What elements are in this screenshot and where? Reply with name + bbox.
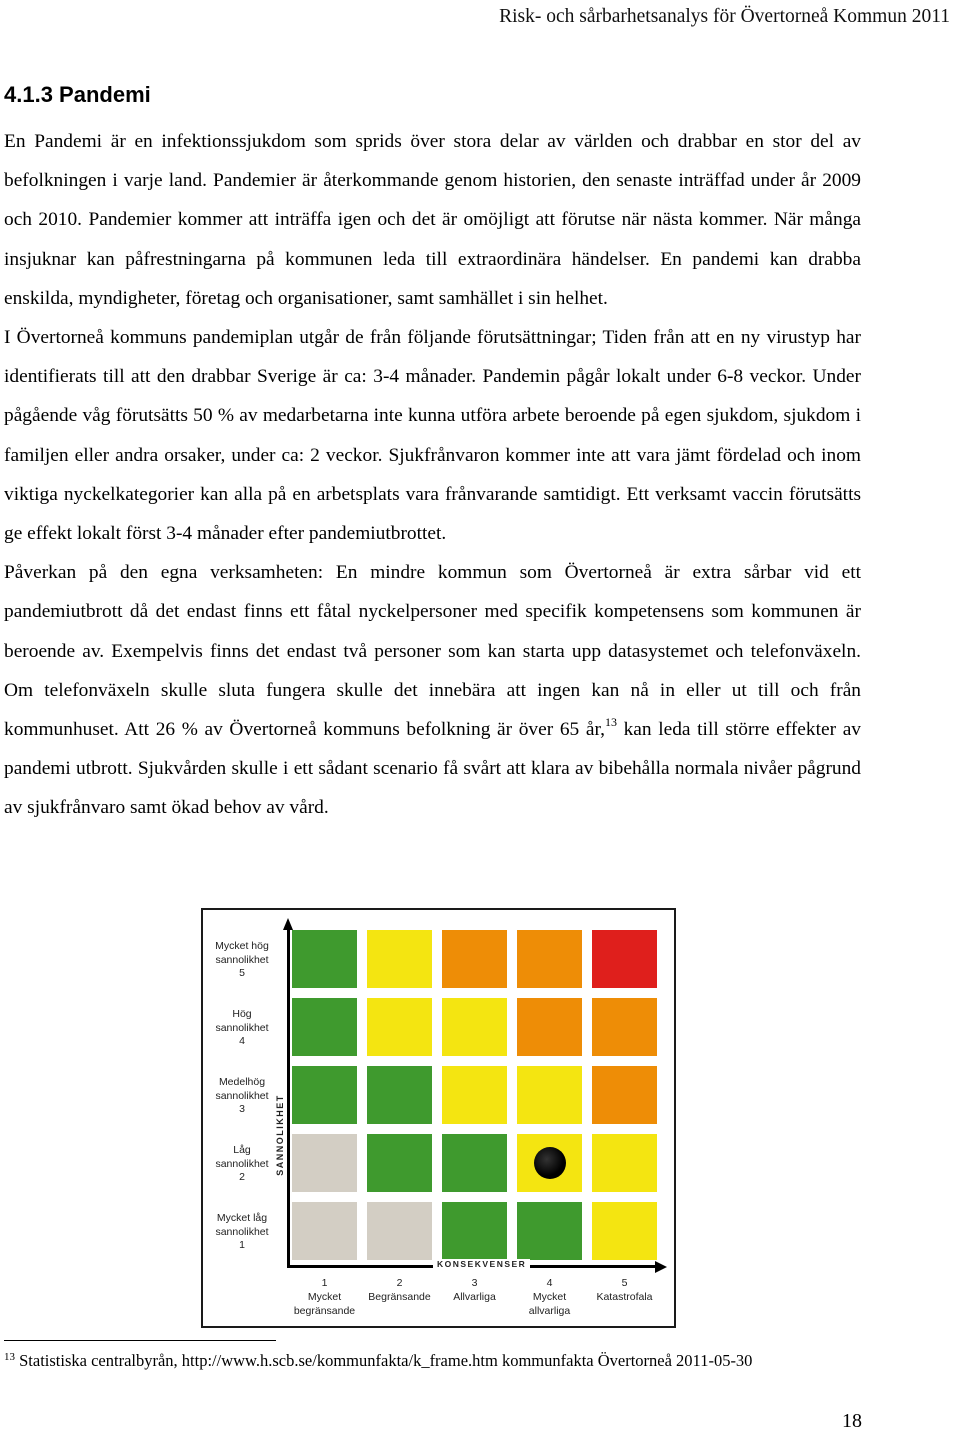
- risk-cell: [367, 1134, 432, 1192]
- paragraph-impact-part2: kan leda till större effekter av pandemi utbrott. Sjukvården skulle i ett sådant scenario få svårt att klara av bibehålla normala nivåer pågrund av sjukfrånvaro samt ökad behov av vård.: [4, 719, 861, 819]
- paragraph-pandemic-plan: I Övertorneå kommuns pandemiplan utgår de från följande förutsättningar; Tiden från att en ny virustyp har identifierats till att den drabbar Sverige är ca: 3-4 månader. Pandemin pågår lokalt under 6-8 veckor. Under pågående våg förutsätts 50 % av medarbetarna inte kunna utföra arbete beroende på egen sjukdom, sjukdom i familjen eller andra orsaker, under ca: 2 veckor. Sjukfrånvaron kommer inte att vara jämt fördelad och inom viktiga nyckelkategorier kan alla på en arbetsplats vara frånvarande samtidigt. Ett verksamt vaccin förutsätts ge effekt lokalt först 3-4 månader efter pandemiutbrottet.: [4, 327, 861, 545]
- risk-cell: [292, 1202, 357, 1260]
- risk-marker-icon: [534, 1147, 566, 1179]
- footnote-reference[interactable]: 13: [604, 715, 617, 730]
- risk-cell: [442, 1134, 507, 1192]
- consequence-label: 5 Katastrofala: [596, 1277, 653, 1303]
- risk-cell: [517, 1066, 582, 1124]
- page-number: 18: [842, 1410, 862, 1432]
- risk-cell: [592, 930, 657, 988]
- y-axis-arrow-icon: [283, 918, 293, 930]
- risk-cell: [292, 1066, 357, 1124]
- footnote-text: Statistiska centralbyrån, http://www.h.scb.se/kommunfakta/k_frame.htm kommunfakta Övertorneå 2011-05-30: [19, 1351, 753, 1370]
- risk-cell: [367, 930, 432, 988]
- probability-label: Mycket låg sannolikhet 1: [215, 1212, 269, 1251]
- consequence-label: 3 Allvarliga: [453, 1277, 496, 1303]
- probability-label: Hög sannolikhet 4: [215, 1008, 269, 1047]
- footnote-number: 13: [4, 1351, 15, 1363]
- probability-labels: [207, 910, 277, 1326]
- consequence-label: 4 Mycket allvarliga: [528, 1277, 571, 1317]
- consequence-labels: [292, 1276, 657, 1326]
- risk-cell: [517, 998, 582, 1056]
- paragraph-intro: En Pandemi är en infektionssjukdom som sprids över stora delar av världen och drabbar en stor del av befolkningen i varje land. Pandemier är återkommande genom historien, den senaste inträffad under år 2009 och 2010. Pandemier kommer att inträffa igen och det är omöjligt att förutse när nästa kommer. När många insjuknar kan påfrestningarna på kommunen leda till extraordinära händelser. En pandemi kan drabba enskilda, myndigheter, företag och organisationer, samt samhället i sin helhet.: [4, 131, 861, 309]
- risk-cell: [592, 998, 657, 1056]
- x-axis-label: KONSEKVENSER: [433, 1259, 530, 1269]
- risk-cell: [292, 930, 357, 988]
- consequence-label: 1 Mycket begränsande: [293, 1277, 356, 1317]
- y-axis-title: [273, 1075, 287, 1195]
- footnote-divider: [4, 1340, 276, 1341]
- risk-cell: [292, 1134, 357, 1192]
- risk-cell: [517, 1134, 582, 1192]
- risk-cell: [442, 1202, 507, 1260]
- y-axis-line: [287, 930, 290, 1268]
- risk-cell: [592, 1202, 657, 1260]
- document-header: Risk- och sårbarhetsanalys för Övertorneå Kommun 2011: [499, 6, 950, 27]
- risk-cell: [517, 1202, 582, 1260]
- paragraph-impact-part1: Påverkan på den egna verksamheten: En mindre kommun som Övertorneå är extra sårbar vid ett pandemiutbrott då det endast finns ett fåtal nyckelpersoner med specifik kompetensens som kommunen är beroende av. Exempelvis finns det endast två personer som kan starta upp datasystemet och telefonväxeln. Om telefonväxeln skulle sluta fungera skulle det innebära att ingen kan nå in eller ut till och från kommunhuset. Att 26 % av Övertorneå kommuns befolkning är över 65 år,: [4, 562, 861, 741]
- probability-label: Medelhög sannolikhet 3: [215, 1076, 269, 1115]
- risk-cell: [592, 1066, 657, 1124]
- risk-cell: [367, 1202, 432, 1260]
- risk-matrix: [201, 908, 676, 1328]
- y-axis-label: SANNOLIKHET: [275, 1094, 285, 1176]
- risk-cell: [367, 1066, 432, 1124]
- risk-cell: [592, 1134, 657, 1192]
- risk-cell: [442, 1066, 507, 1124]
- probability-label: Låg sannolikhet 2: [215, 1144, 269, 1183]
- consequence-label: 2 Begränsande: [368, 1277, 431, 1303]
- risk-grid: [292, 930, 657, 1260]
- risk-cell: [442, 930, 507, 988]
- paragraph-impact: [4, 553, 861, 827]
- risk-cell: [517, 930, 582, 988]
- body-text: [4, 122, 861, 828]
- probability-label: Mycket hög sannolikhet 5: [215, 940, 269, 979]
- risk-cell: [292, 998, 357, 1056]
- section-heading: 4.1.3 Pandemi: [4, 82, 151, 107]
- x-axis-arrow-icon: [655, 1261, 667, 1273]
- footnote: [4, 1350, 854, 1371]
- risk-cell: [442, 998, 507, 1056]
- risk-cell: [367, 998, 432, 1056]
